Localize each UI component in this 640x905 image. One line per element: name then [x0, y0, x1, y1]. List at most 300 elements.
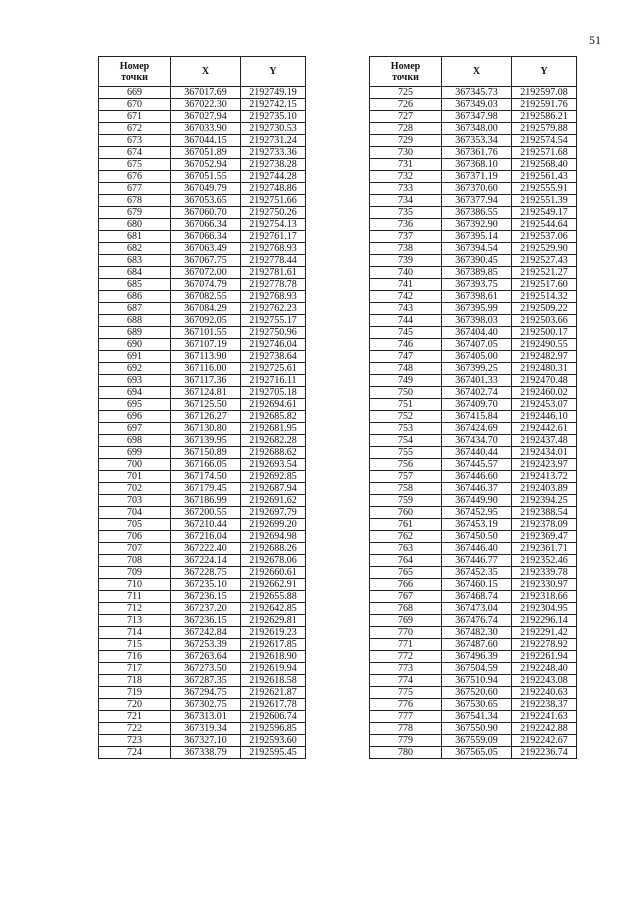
cell-point-number: 692	[99, 363, 171, 375]
table-row	[99, 87, 306, 99]
table-row	[99, 195, 306, 207]
table-row	[370, 291, 577, 303]
cell-x: 367033.90	[171, 123, 241, 135]
header-point-number-line1: Номер	[119, 60, 150, 72]
cell-point-number: 738	[370, 243, 442, 255]
cell-point-number: 695	[99, 399, 171, 411]
cell-point-number: 710	[99, 579, 171, 591]
cell-x: 367116.00	[171, 363, 241, 375]
cell-y: 2192394.25	[512, 495, 577, 507]
cell-point-number: 724	[99, 747, 171, 759]
cell-y: 2192537.06	[512, 231, 577, 243]
table-row	[370, 459, 577, 471]
cell-point-number: 699	[99, 447, 171, 459]
cell-x: 367345.73	[442, 87, 512, 99]
cell-y: 2192697.79	[241, 507, 306, 519]
cell-y: 2192549.17	[512, 207, 577, 219]
cell-y: 2192606.74	[241, 711, 306, 723]
cell-point-number: 677	[99, 183, 171, 195]
cell-x: 367395.99	[442, 303, 512, 315]
table-row	[370, 555, 577, 567]
cell-x: 367405.00	[442, 351, 512, 363]
cell-point-number: 687	[99, 303, 171, 315]
cell-x: 367338.79	[171, 747, 241, 759]
cell-x: 367530.65	[442, 699, 512, 711]
table-row	[370, 87, 577, 99]
cell-x: 367063.49	[171, 243, 241, 255]
cell-x: 367319.34	[171, 723, 241, 735]
cell-point-number: 732	[370, 171, 442, 183]
cell-y: 2192662.91	[241, 579, 306, 591]
cell-y: 2192318.66	[512, 591, 577, 603]
cell-x: 367117.36	[171, 375, 241, 387]
table-row	[370, 723, 577, 735]
cell-y: 2192742.15	[241, 99, 306, 111]
cell-x: 367166.05	[171, 459, 241, 471]
table-row	[370, 747, 577, 759]
cell-x: 367347.98	[442, 111, 512, 123]
cell-x: 367124.81	[171, 387, 241, 399]
table-row	[99, 183, 306, 195]
header-point-number-line2: точки	[121, 71, 148, 83]
cell-y: 2192761.17	[241, 231, 306, 243]
cell-y: 2192705.18	[241, 387, 306, 399]
table-row	[99, 591, 306, 603]
cell-x: 367476.74	[442, 615, 512, 627]
cell-x: 367349.03	[442, 99, 512, 111]
cell-point-number: 766	[370, 579, 442, 591]
cell-x: 367460.15	[442, 579, 512, 591]
cell-point-number: 693	[99, 375, 171, 387]
table-row	[99, 339, 306, 351]
cell-y: 2192571.68	[512, 147, 577, 159]
cell-y: 2192681.95	[241, 423, 306, 435]
table-row	[99, 603, 306, 615]
coordinates-table-right	[369, 56, 577, 759]
cell-y: 2192544.64	[512, 219, 577, 231]
table-row	[99, 447, 306, 459]
table-row	[370, 411, 577, 423]
cell-y: 2192725.61	[241, 363, 306, 375]
table-row	[370, 351, 577, 363]
cell-point-number: 722	[99, 723, 171, 735]
table-row	[370, 495, 577, 507]
cell-point-number: 691	[99, 351, 171, 363]
cell-x: 367222.40	[171, 543, 241, 555]
cell-x: 367236.15	[171, 615, 241, 627]
cell-x: 367371.19	[442, 171, 512, 183]
table-row	[370, 327, 577, 339]
cell-y: 2192692.85	[241, 471, 306, 483]
cell-point-number: 715	[99, 639, 171, 651]
table-row	[370, 531, 577, 543]
cell-x: 367504.59	[442, 663, 512, 675]
cell-y: 2192503.66	[512, 315, 577, 327]
table-row	[99, 735, 306, 747]
table-row	[370, 135, 577, 147]
table-row	[99, 471, 306, 483]
cell-x: 367179.45	[171, 483, 241, 495]
cell-x: 367453.19	[442, 519, 512, 531]
table-row	[99, 711, 306, 723]
cell-point-number: 761	[370, 519, 442, 531]
table-row	[99, 171, 306, 183]
cell-x: 367473.04	[442, 603, 512, 615]
cell-y: 2192242.88	[512, 723, 577, 735]
cell-x: 367399.25	[442, 363, 512, 375]
table-row	[370, 651, 577, 663]
cell-point-number: 768	[370, 603, 442, 615]
cell-y: 2192521.27	[512, 267, 577, 279]
cell-point-number: 725	[370, 87, 442, 99]
cell-y: 2192591.76	[512, 99, 577, 111]
table-row	[370, 243, 577, 255]
cell-y: 2192731.24	[241, 135, 306, 147]
table-row	[99, 507, 306, 519]
table-row	[370, 447, 577, 459]
table-row	[99, 387, 306, 399]
cell-y: 2192597.08	[512, 87, 577, 99]
cell-point-number: 717	[99, 663, 171, 675]
cell-x: 367101.55	[171, 327, 241, 339]
cell-x: 367393.75	[442, 279, 512, 291]
cell-point-number: 694	[99, 387, 171, 399]
cell-point-number: 686	[99, 291, 171, 303]
table-row	[370, 591, 577, 603]
cell-x: 367113.90	[171, 351, 241, 363]
cell-point-number: 779	[370, 735, 442, 747]
cell-y: 2192748.86	[241, 183, 306, 195]
cell-x: 367082.55	[171, 291, 241, 303]
table-row	[370, 399, 577, 411]
table-row	[99, 687, 306, 699]
cell-y: 2192460.02	[512, 387, 577, 399]
cell-point-number: 742	[370, 291, 442, 303]
table-row	[370, 735, 577, 747]
table-row	[370, 315, 577, 327]
cell-y: 2192378.09	[512, 519, 577, 531]
cell-y: 2192339.78	[512, 567, 577, 579]
cell-point-number: 676	[99, 171, 171, 183]
header-point-number-line2: точки	[392, 71, 419, 83]
cell-y: 2192619.23	[241, 627, 306, 639]
table-row	[99, 279, 306, 291]
cell-y: 2192781.61	[241, 267, 306, 279]
cell-x: 367084.29	[171, 303, 241, 315]
cell-x: 367446.37	[442, 483, 512, 495]
table-row	[99, 699, 306, 711]
cell-point-number: 685	[99, 279, 171, 291]
cell-x: 367067.75	[171, 255, 241, 267]
cell-y: 2192291.42	[512, 627, 577, 639]
header-x: X	[171, 57, 241, 87]
cell-point-number: 765	[370, 567, 442, 579]
cell-y: 2192527.43	[512, 255, 577, 267]
table-row	[99, 303, 306, 315]
cell-point-number: 721	[99, 711, 171, 723]
cell-y: 2192514.32	[512, 291, 577, 303]
cell-x: 367263.64	[171, 651, 241, 663]
cell-point-number: 698	[99, 435, 171, 447]
cell-x: 367559.09	[442, 735, 512, 747]
cell-point-number: 777	[370, 711, 442, 723]
header-point-number	[99, 57, 171, 87]
cell-x: 367139.95	[171, 435, 241, 447]
cell-point-number: 754	[370, 435, 442, 447]
cell-x: 367395.14	[442, 231, 512, 243]
table-row	[99, 159, 306, 171]
cell-x: 367450.50	[442, 531, 512, 543]
table-row	[370, 171, 577, 183]
cell-x: 367125.50	[171, 399, 241, 411]
cell-x: 367392.90	[442, 219, 512, 231]
cell-point-number: 776	[370, 699, 442, 711]
cell-point-number: 671	[99, 111, 171, 123]
table-row	[99, 147, 306, 159]
cell-x: 367126.27	[171, 411, 241, 423]
cell-point-number: 718	[99, 675, 171, 687]
table-row	[99, 627, 306, 639]
cell-y: 2192738.28	[241, 159, 306, 171]
cell-x: 367253.39	[171, 639, 241, 651]
cell-x: 367468.74	[442, 591, 512, 603]
cell-y: 2192437.48	[512, 435, 577, 447]
table-row	[99, 459, 306, 471]
cell-point-number: 712	[99, 603, 171, 615]
table-row	[370, 147, 577, 159]
table-row	[370, 543, 577, 555]
cell-point-number: 697	[99, 423, 171, 435]
table-row	[99, 351, 306, 363]
table-row	[99, 111, 306, 123]
cell-x: 367074.79	[171, 279, 241, 291]
cell-y: 2192413.72	[512, 471, 577, 483]
table-body-left	[99, 87, 306, 759]
cell-y: 2192388.54	[512, 507, 577, 519]
cell-y: 2192490.55	[512, 339, 577, 351]
table-row	[370, 507, 577, 519]
cell-x: 367434.70	[442, 435, 512, 447]
cell-y: 2192694.98	[241, 531, 306, 543]
table-row	[99, 615, 306, 627]
cell-x: 367389.85	[442, 267, 512, 279]
cell-y: 2192778.44	[241, 255, 306, 267]
cell-x: 367017.69	[171, 87, 241, 99]
cell-point-number: 714	[99, 627, 171, 639]
cell-y: 2192561.43	[512, 171, 577, 183]
cell-x: 367353.34	[442, 135, 512, 147]
cell-point-number: 711	[99, 591, 171, 603]
cell-point-number: 741	[370, 279, 442, 291]
cell-point-number: 684	[99, 267, 171, 279]
cell-y: 2192744.28	[241, 171, 306, 183]
table-row	[370, 435, 577, 447]
cell-point-number: 773	[370, 663, 442, 675]
cell-y: 2192629.81	[241, 615, 306, 627]
cell-y: 2192778.78	[241, 279, 306, 291]
cell-point-number: 757	[370, 471, 442, 483]
cell-point-number: 688	[99, 315, 171, 327]
table-row	[99, 291, 306, 303]
cell-point-number: 672	[99, 123, 171, 135]
cell-y: 2192694.61	[241, 399, 306, 411]
cell-x: 367049.79	[171, 183, 241, 195]
cell-y: 2192617.85	[241, 639, 306, 651]
header-point-number	[370, 57, 442, 87]
cell-point-number: 674	[99, 147, 171, 159]
cell-point-number: 767	[370, 591, 442, 603]
cell-y: 2192746.04	[241, 339, 306, 351]
cell-x: 367051.55	[171, 171, 241, 183]
cell-point-number: 745	[370, 327, 442, 339]
cell-point-number: 769	[370, 615, 442, 627]
table-row	[370, 195, 577, 207]
cell-x: 367348.00	[442, 123, 512, 135]
table-row	[370, 363, 577, 375]
cell-x: 367409.70	[442, 399, 512, 411]
cell-y: 2192733.36	[241, 147, 306, 159]
cell-y: 2192642.85	[241, 603, 306, 615]
cell-y: 2192330.97	[512, 579, 577, 591]
cell-y: 2192470.48	[512, 375, 577, 387]
cell-y: 2192586.21	[512, 111, 577, 123]
cell-y: 2192754.13	[241, 219, 306, 231]
cell-x: 367482.30	[442, 627, 512, 639]
cell-x: 367150.89	[171, 447, 241, 459]
cell-point-number: 774	[370, 675, 442, 687]
cell-x: 367520.60	[442, 687, 512, 699]
cell-x: 367273.50	[171, 663, 241, 675]
table-row	[370, 375, 577, 387]
cell-y: 2192691.62	[241, 495, 306, 507]
cell-point-number: 764	[370, 555, 442, 567]
cell-point-number: 749	[370, 375, 442, 387]
cell-y: 2192574.54	[512, 135, 577, 147]
cell-y: 2192509.22	[512, 303, 577, 315]
table-row	[99, 723, 306, 735]
cell-x: 367228.75	[171, 567, 241, 579]
cell-y: 2192529.90	[512, 243, 577, 255]
cell-x: 367237.20	[171, 603, 241, 615]
cell-y: 2192768.93	[241, 243, 306, 255]
cell-y: 2192762.23	[241, 303, 306, 315]
header-point-number-line1: Номер	[390, 60, 421, 72]
cell-x: 367452.35	[442, 567, 512, 579]
cell-x: 367415.84	[442, 411, 512, 423]
cell-x: 367510.94	[442, 675, 512, 687]
table-row	[99, 579, 306, 591]
cell-point-number: 733	[370, 183, 442, 195]
cell-y: 2192568.40	[512, 159, 577, 171]
cell-point-number: 737	[370, 231, 442, 243]
cell-point-number: 750	[370, 387, 442, 399]
table-row	[99, 531, 306, 543]
cell-y: 2192750.96	[241, 327, 306, 339]
cell-x: 367051.89	[171, 147, 241, 159]
cell-y: 2192403.89	[512, 483, 577, 495]
table-row	[370, 267, 577, 279]
cell-point-number: 690	[99, 339, 171, 351]
table-row	[370, 219, 577, 231]
cell-point-number: 747	[370, 351, 442, 363]
cell-x: 367092.05	[171, 315, 241, 327]
cell-x: 367022.30	[171, 99, 241, 111]
table-row	[370, 603, 577, 615]
cell-y: 2192738.64	[241, 351, 306, 363]
cell-point-number: 707	[99, 543, 171, 555]
cell-x: 367052.94	[171, 159, 241, 171]
cell-x: 367440.44	[442, 447, 512, 459]
table-row	[99, 207, 306, 219]
cell-x: 367294.75	[171, 687, 241, 699]
cell-point-number: 705	[99, 519, 171, 531]
cell-point-number: 700	[99, 459, 171, 471]
cell-x: 367446.60	[442, 471, 512, 483]
cell-point-number: 751	[370, 399, 442, 411]
cell-x: 367541.34	[442, 711, 512, 723]
cell-point-number: 770	[370, 627, 442, 639]
cell-x: 367186.99	[171, 495, 241, 507]
cell-point-number: 752	[370, 411, 442, 423]
cell-point-number: 731	[370, 159, 442, 171]
table-row	[99, 651, 306, 663]
cell-x: 367386.55	[442, 207, 512, 219]
cell-y: 2192618.58	[241, 675, 306, 687]
cell-point-number: 746	[370, 339, 442, 351]
table-row	[370, 639, 577, 651]
cell-y: 2192619.94	[241, 663, 306, 675]
table-row	[99, 219, 306, 231]
cell-point-number: 680	[99, 219, 171, 231]
cell-x: 367424.69	[442, 423, 512, 435]
cell-x: 367394.54	[442, 243, 512, 255]
cell-x: 367407.05	[442, 339, 512, 351]
coordinates-table-left	[98, 56, 306, 759]
cell-x: 367066.34	[171, 219, 241, 231]
table-row	[370, 519, 577, 531]
cell-x: 367565.05	[442, 747, 512, 759]
cell-y: 2192755.17	[241, 315, 306, 327]
table-row	[99, 411, 306, 423]
cell-point-number: 762	[370, 531, 442, 543]
cell-point-number: 696	[99, 411, 171, 423]
table-row	[99, 639, 306, 651]
cell-x: 367313.01	[171, 711, 241, 723]
table-row	[99, 483, 306, 495]
table-header-row	[370, 57, 577, 87]
cell-y: 2192655.88	[241, 591, 306, 603]
cell-x: 367402.74	[442, 387, 512, 399]
cell-point-number: 759	[370, 495, 442, 507]
table-row	[370, 663, 577, 675]
table-row	[370, 675, 577, 687]
table-row	[99, 495, 306, 507]
header-y: Y	[241, 57, 306, 87]
cell-point-number: 755	[370, 447, 442, 459]
header-x: X	[442, 57, 512, 87]
cell-x: 367072.00	[171, 267, 241, 279]
cell-point-number: 703	[99, 495, 171, 507]
cell-x: 367224.14	[171, 555, 241, 567]
cell-y: 2192688.26	[241, 543, 306, 555]
cell-x: 367210.44	[171, 519, 241, 531]
table-row	[99, 363, 306, 375]
cell-x: 367174.50	[171, 471, 241, 483]
cell-x: 367368.10	[442, 159, 512, 171]
cell-x: 367370.60	[442, 183, 512, 195]
cell-point-number: 734	[370, 195, 442, 207]
cell-point-number: 682	[99, 243, 171, 255]
